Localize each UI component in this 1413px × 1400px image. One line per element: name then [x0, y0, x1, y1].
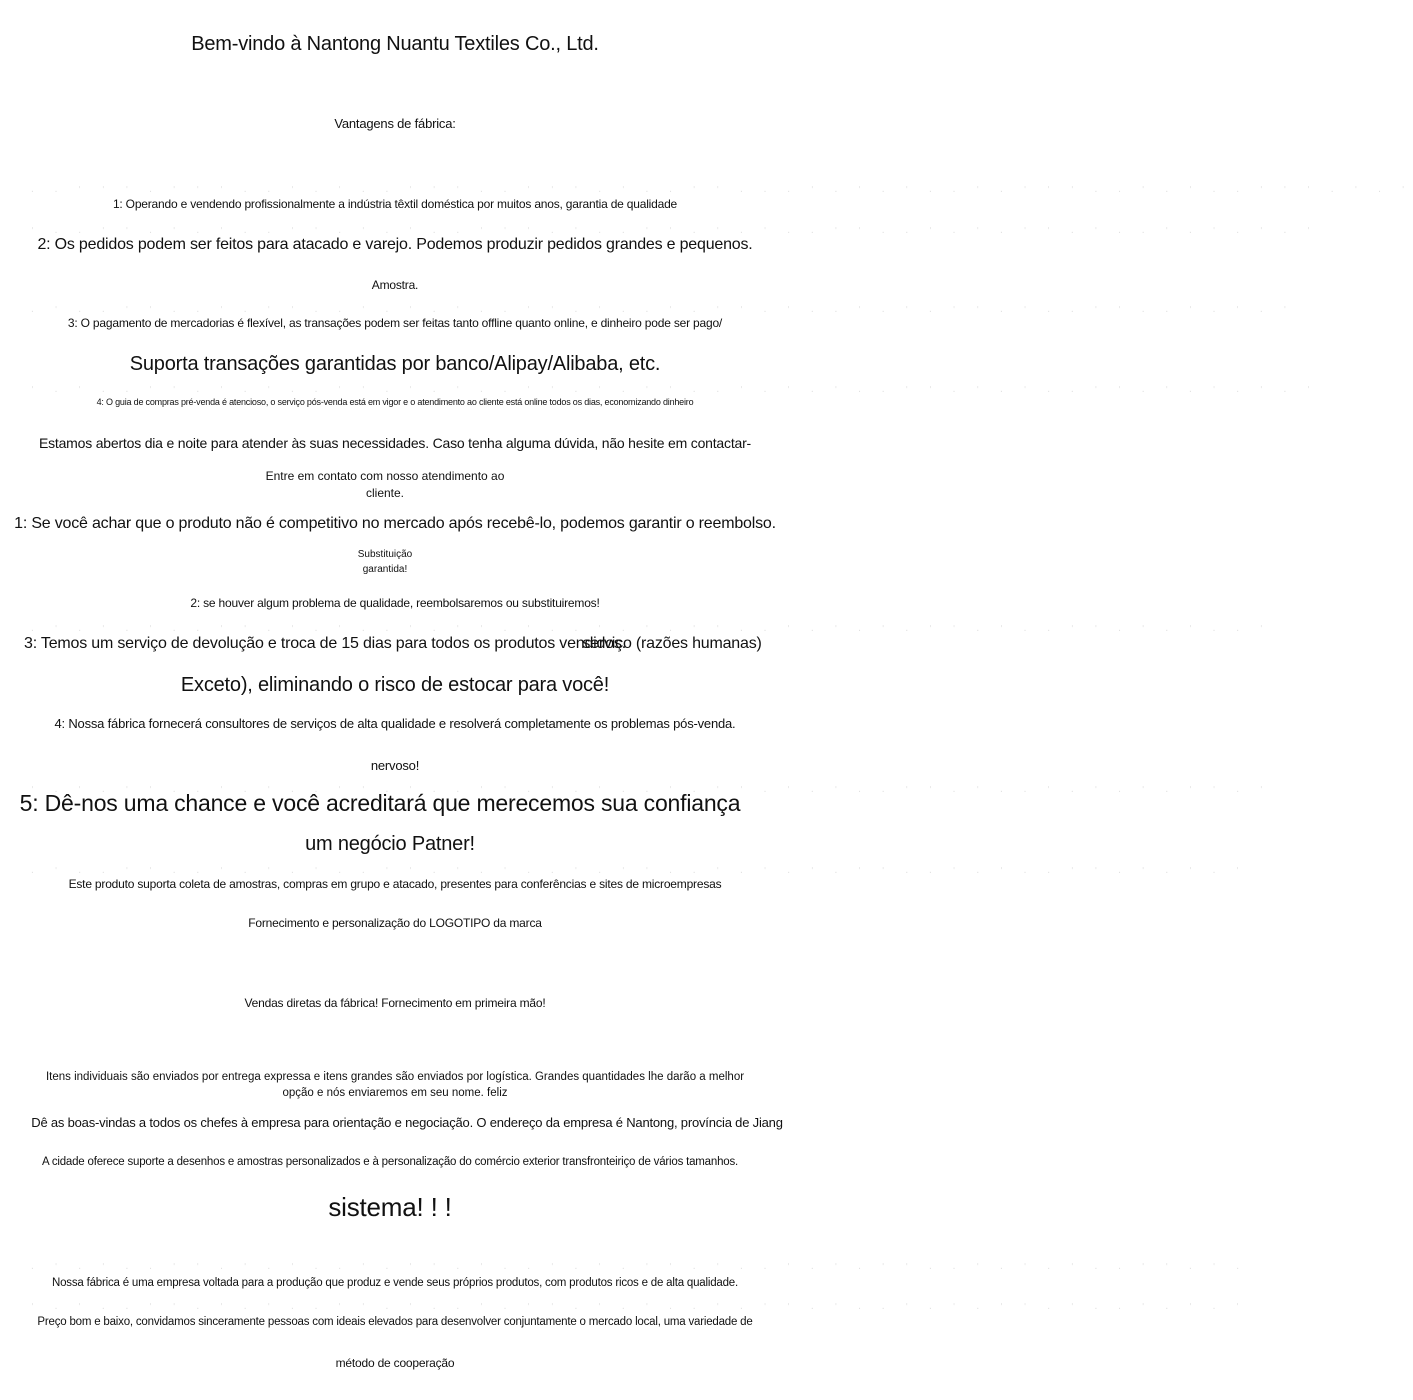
system-exclamation: sistema! ! !: [328, 1192, 452, 1222]
custom-designs: A cidade oferece suporte a desenhos e amostras personalizados e à personalização do comércio exterior transfronteiriço de vários tamanhos.: [41, 1156, 739, 1168]
advantages-heading: Vantagens de fábrica:: [334, 116, 456, 131]
contact-support: Entre em contato com nosso atendimento ao cliente.: [265, 469, 505, 500]
advantage-2: 2: Os pedidos podem ser feitos para atacado e varejo. Podemos produzir pedidos grandes e pequenos.: [37, 236, 753, 253]
cooperation-method: método de cooperação: [335, 1356, 455, 1370]
faded-text-line: . ' . . ' ' . . ' . ' . ' . . ' ' . ' . ' . . ' . ' ' . . ' . ' . ' . ' ' . . ' . ' . . ' ' . ' . ' . ': [30, 866, 1248, 875]
open-day-night: Estamos abertos dia e noite para atender às suas necessidades. Caso tenha alguma dúvida, não hesite em contactar-: [38, 435, 752, 451]
advantage-4: 4: O guia de compras pré-venda é atencioso, o serviço pós-venda está em vigor e o atendimento ao cliente está online todos os dias, economizando dinheiro: [96, 397, 694, 407]
shipping-info: Itens individuais são enviados por entrega expressa e itens grandes são enviados por logística. Grandes quantidades lhe darão a melhor opção e nós enviaremos em seu nome. feliz: [45, 1071, 745, 1100]
faded-text-line: ' . ' . . ' ' . ' . ' . . ' ' . ' . ' . . ' ' . ' . ' ' . . ' . ' . ' . . ' ' . ' . ' . . ' ' . ' . ' . ' . ': [30, 385, 1318, 394]
guarantee-3: 3: Temos um serviço de devolução e troca de 15 dias para todos os produtos vendidos.: [24, 635, 626, 652]
faded-text-line: ' . . ' ' . ' . ' . . ' ' . ' . ' . . ' ' ' . ' . . ' ' . ' . ' . . ' ' . . ' . ' . ' ' . ' . . ' . ' . ' . ': [30, 226, 1318, 235]
guarantee-1: 1: Se você achar que o produto não é competitivo no mercado após recebê-lo, podemos garantir o reembolso.: [14, 515, 776, 532]
faded-text-line: . ' . ' . . ' ' . ' . ' . . ' . ' ' . ' . . ' . ' . ' ' . ' . . ' . ' . ' ' . . ' . ' . ' . . ' ' . ' .: [30, 1262, 1248, 1271]
direct-sales: Vendas diretas da fábrica! Fornecimento em primeira mão!: [244, 996, 546, 1010]
product-support: Este produto suporta coleta de amostras, compras em grupo e atacado, presentes para conferências e sites de microempresas: [68, 877, 722, 891]
guarantee-4: 4: Nossa fábrica fornecerá consultores de serviços de alta qualidade e resolverá completamente os problemas pós-venda.: [54, 716, 736, 731]
guarantee-2: 2: se houver algum problema de qualidade, reembolsaremos ou substituiremos!: [190, 596, 600, 610]
sample-label: Amostra.: [371, 278, 419, 292]
faded-text-line: . ' . ' . ' . . ' ' . ' . ' . . ' . ' ' . ' . . ' . ' . ' ' . . ' . ' . ' . ' ' . ' . . ' ' . ' . ' . . ': [30, 624, 1271, 633]
price-invitation: Preço bom e baixo, convidamos sinceramente pessoas com ideais elevados para desenvolver conjuntamente o mercado local, uma variedade de: [37, 1316, 753, 1328]
faded-text-line: ' . ' . ' ' . . ' . ' . . ' ' . ' . . ' ' . ' . ' . . ' . ' ' . ' . ' . . ' ' . ' . . ' . ' . ' . ' ' . ': [30, 785, 1271, 794]
advantage-1: 1: Operando e vendendo profissionalmente a indústria têxtil doméstica por muitos anos, garantia de qualidade: [112, 197, 678, 211]
faded-text-line: . . ' ' ' . ' ' ' . . ' . ' . . ' ' ' . . ' ' ' . ' . . ' ' . . . ' . ' . ' . . ' . ' ' ' . . ' . ' . . ' ' ' . ' . ': [30, 185, 1413, 194]
substitution-guaranteed: Substituição garantida!: [357, 549, 413, 575]
guarantee-3-overlap: serviço (razões humanas): [582, 635, 762, 652]
welcome-chefs: Dê as boas-vindas a todos os chefes à empresa para orientação e negociação. O endereço da empresa é Nantong, província de Jiang: [31, 1115, 783, 1130]
guarantee-5: 5: Dê-nos uma chance e você acreditará que merecemos sua confiança: [19, 790, 741, 816]
factory-description: Nossa fábrica é uma empresa voltada para a produção que produz e vende seus próprios produtos, com produtos ricos e de alta qualidade.: [52, 1277, 738, 1289]
page-title: Bem-vindo à Nantong Nuantu Textiles Co., Ltd.: [191, 33, 599, 55]
guarantee-5-continued: um negócio Patner!: [305, 833, 475, 855]
guarantee-3-continued: Exceto), eliminando o risco de estocar para você!: [180, 674, 610, 696]
logo-customization: Fornecimento e personalização do LOGOTIPO da marca: [248, 916, 542, 930]
faded-text-line: ' . ' . . ' ' . ' . ' . . ' ' . ' . . ' . ' ' . ' . ' . . ' . ' ' . ' . . ' . ' . ' ' . ' . . ' . ' . ': [30, 1302, 1248, 1311]
nervous-label: nervoso!: [370, 758, 420, 773]
faded-text-line: . ' . . ' ' . . ' . ' ' . . ' . ' . ' . . ' ' . ' . . ' . ' ' . ' . . ' . ' . ' ' . ' . . ' ' . . ' . ' . ': [30, 305, 1295, 314]
advantage-3-continued: Suporta transações garantidas por banco/Alipay/Alibaba, etc.: [129, 353, 661, 375]
advantage-3: 3: O pagamento de mercadorias é flexível, as transações podem ser feitas tanto offline quanto online, e dinheiro pode ser pago/: [67, 316, 723, 330]
